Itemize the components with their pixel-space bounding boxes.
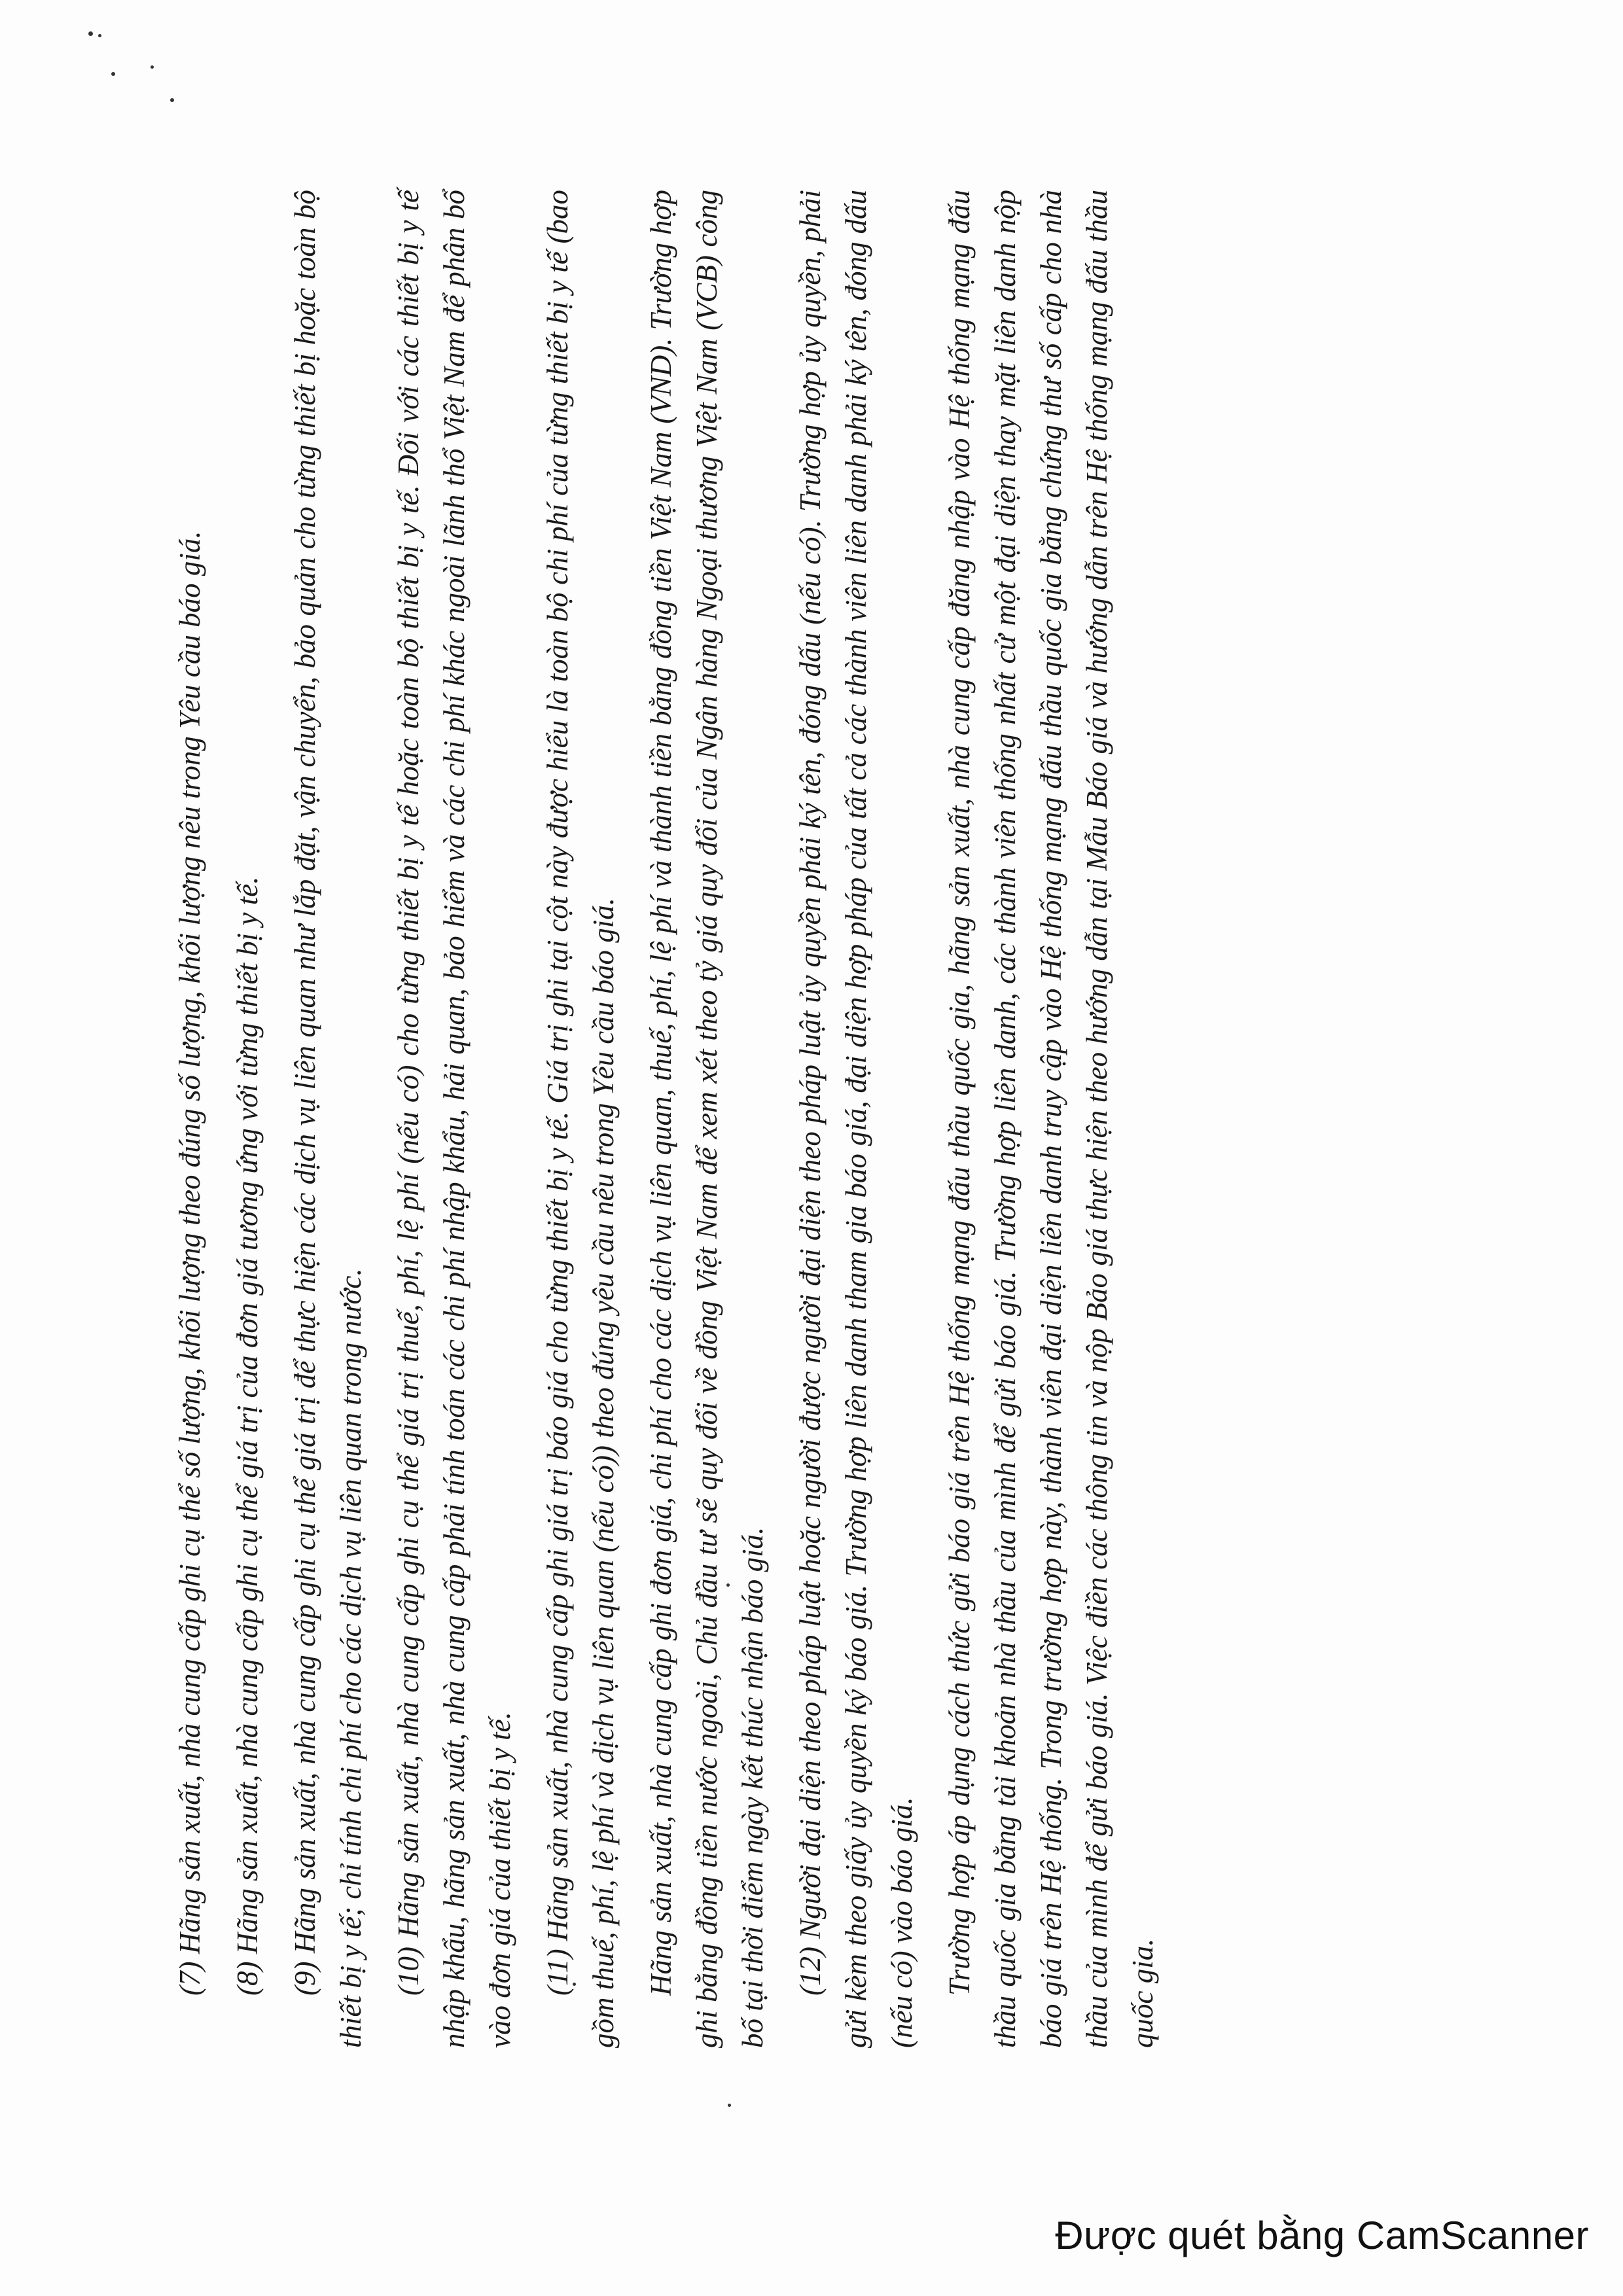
paragraph-note-8: (8) Hãng sản xuất, nhà cung cấp ghi cụ thể giá trị của đơn giá tương ứng với từng thiết bị y tế. bbox=[231, 876, 264, 1996]
scanner-watermark: Được quét bằng CamScanner bbox=[1055, 2214, 1589, 2257]
scan-speck bbox=[111, 72, 115, 76]
scan-speck bbox=[98, 34, 101, 37]
scan-speck bbox=[151, 65, 154, 69]
scan-speck bbox=[170, 98, 174, 102]
paragraph-note-9: (9) Hãng sản xuất, nhà cung cấp ghi cụ thể giá trị để thực hiện các dịch vụ liên quan như lắp đặt, vận chuyển, bảo quản cho từng thiết bị hoặc toàn bộ thiết bị y tế; chỉ tính chi phí cho các dịch vụ liên quan trong nước. bbox=[289, 190, 367, 2048]
paragraph-currency: Hãng sản xuất, nhà cung cấp ghi đơn giá, chi phí cho các dịch vụ liên quan, thuế, phí, lệ phí và thành tiền bằng đồng tiền Việt Nam (VND). Trường hợp ghi bằng đồng tiền nước ngoài, Chủ đầu tư sẽ quy đổi về đồng Việt Nam để xem xét theo tỷ giá quy đổi của Ngân hàng Ngoại thương Việt Nam (VCB) công bố tại thời điểm ngày kết thúc nhận báo giá. bbox=[645, 190, 769, 2048]
scan-speck bbox=[728, 2104, 731, 2107]
paragraph-note-12: (12) Người đại diện theo pháp luật hoặc người được người đại diện theo pháp luật ủy quyền phải ký tên, đóng dấu (nếu có). Trường hợp ủy quyền, phải gửi kèm theo giấy ủy quyền ký báo giá. Trường hợp liên danh tham gia báo giá, đại diện hợp pháp của tất cả các thành viên liên danh phải ký tên, đóng dấu (nếu có) vào báo giá. bbox=[794, 190, 918, 2048]
paragraph-note-7: (7) Hãng sản xuất, nhà cung cấp ghi cụ thể số lượng, khối lượng theo đúng số lượng, khối lượng nêu trong Yêu cầu báo giá. bbox=[173, 531, 206, 1996]
paragraph-note-11: (11) Hãng sản xuất, nhà cung cấp ghi giá trị báo giá cho từng thiết bị y tế. Giá trị ghi tại cột này được hiểu là toàn bộ chi phí của từng thiết bị y tế (bao gồm thuế, phí, lệ phí và dịch vụ liên quan (nếu có)) theo đúng yêu cầu nêu trong Yêu cầu báo giá. bbox=[541, 190, 620, 2048]
paragraph-note-10: (10) Hãng sản xuất, nhà cung cấp ghi cụ thể giá trị thuế, phí, lệ phí (nếu có) cho từng thiết bị y tế hoặc toàn bộ thiết bị y tế. Đối với các thiết bị y tế nhập khẩu, hãng sản xuất, nhà cung cấp phải tính toán các chi phí nhập khẩu, hải quan, bảo hiểm và các chi phí khác ngoài lãnh thổ Việt Nam để phân bổ vào đơn giá của thiết bị y tế. bbox=[392, 190, 516, 2048]
document-body bbox=[167, 190, 1345, 2048]
scan-speck bbox=[88, 31, 93, 36]
paragraph-online-submission: Trường hợp áp dụng cách thức gửi báo giá trên Hệ thống mạng đấu thầu quốc gia, hãng sản xuất, nhà cung cấp đăng nhập vào Hệ thống mạng đấu thầu quốc gia bằng tài khoản nhà thầu của mình để gửi báo giá. Trường hợp liên danh, các thành viên thống nhất cử một đại diện thay mặt liên danh nộp báo giá trên Hệ thống. Trong trường hợp này, thành viên đại diện liên danh truy cập vào Hệ thống mạng đấu thầu quốc gia bằng chứng thư số cấp cho nhà thầu của mình để gửi báo giá. Việc điền các thông tin và nộp Bảo giá thực hiện theo hướng dẫn tại Mẫu Báo giá và hướng dẫn trên Hệ thống mạng đấu thầu quốc gia. bbox=[943, 190, 1159, 2048]
rotated-text-region bbox=[167, 190, 1345, 2068]
